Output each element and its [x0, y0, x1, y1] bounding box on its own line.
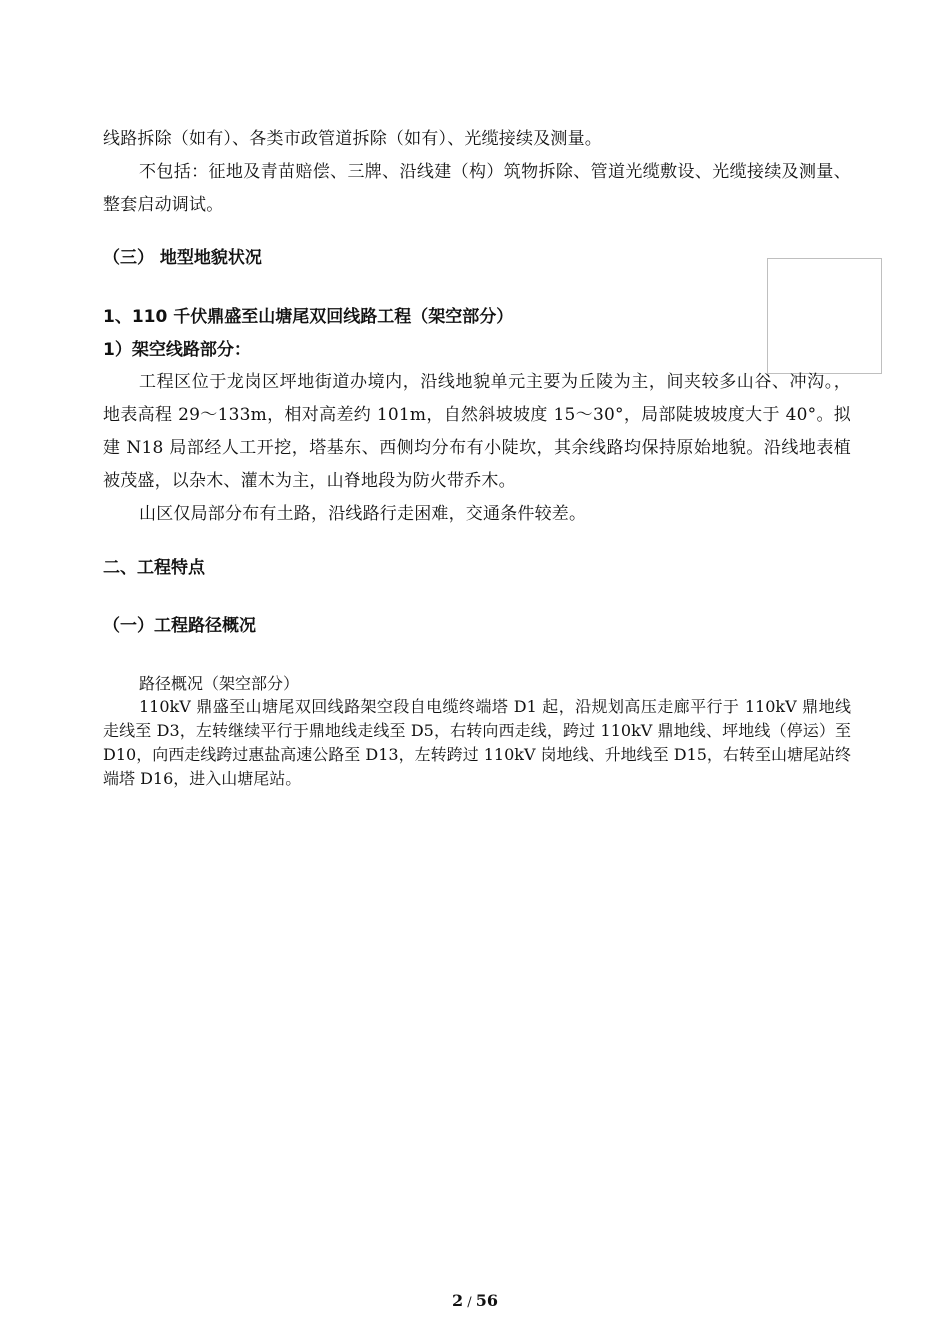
- paragraph-exclusions: 不包括：征地及青苗赔偿、三牌、沿线建（构）筑物拆除、管道光缆敷设、光缆接续及测量、整套启动调试。: [103, 162, 851, 215]
- paragraph-line-intro: 线路拆除（如有）、各类市政管道拆除（如有）、光缆接续及测量。: [103, 129, 602, 149]
- page-number: [0, 1291, 950, 1310]
- heading-terrain: （三） 地型地貌状况: [103, 248, 262, 268]
- page-separator: /: [463, 1295, 476, 1310]
- page-current: 2: [451, 1291, 464, 1310]
- route-title: 路径概况（架空部分）: [139, 674, 300, 693]
- paragraph-traffic: 山区仅局部分布有土路，沿线路行走困难，交通条件较差。: [139, 504, 587, 524]
- paragraph-route: 110kV 鼎盛至山塘尾双回线路架空段自电缆终端塔 D1 起，沿规划高压走廊平行于 110kV 鼎地线走线至 D3，左转继续平行于鼎地线走线至 D5，右转向西走线，跨过 110kV 鼎地线、坪地线（停运）至 D10，向西走线跨过惠盐高速公路至 D13，左转跨过 110kV 岗地线、升地线至 D15，右转至山塘尾站终端塔 D16，进入山塘尾站。: [103, 697, 851, 788]
- page-total: 56: [475, 1291, 499, 1310]
- heading-project: 1、110 千伏鼎盛至山塘尾双回线路工程（架空部分）: [103, 307, 514, 327]
- paragraph-terrain: 工程区位于龙岗区坪地街道办境内，沿线地貌单元主要为丘陵为主，间夹较多山谷、冲沟。，地表高程 29～133m，相对高差约 101m，自然斜坡坡度 15～30°，局部陡坡坡度大于 40°。拟建 N18 局部经人工开挖，塔基东、西侧均分布有小陡坎，其余线路均保持原始地貌。沿线地表植被茂盛，以杂木、灌木为主，山脊地段为防火带乔木。: [103, 372, 851, 491]
- heading-route: （一）工程路径概况: [103, 616, 256, 636]
- heading-features: 二、工程特点: [103, 558, 205, 578]
- annotation-box: [767, 258, 882, 374]
- heading-overhead-section: 1）架空线路部分：: [103, 340, 251, 360]
